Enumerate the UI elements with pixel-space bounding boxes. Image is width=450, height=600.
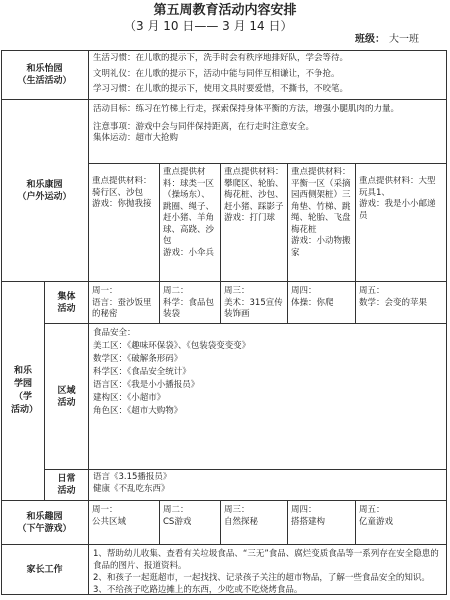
area-role: 角色区：《超市大购物》 (93, 406, 183, 416)
area-science: 科学区：《食品安全统计》 (93, 367, 191, 377)
afternoon-fri: 周五： 亿童游戏 (359, 505, 394, 527)
outdoor-material-4: 重点提供材料：平衡一区（采摘园西侧架桩）三角垫、竹梯、跳绳、轮胎、飞盘梅花桩 游戏：小动物搬家 (291, 167, 351, 258)
outdoor-notice: 注意事项：游戏中会与同伴保持距离，在行走时注意安全。 (93, 121, 315, 132)
class-name: 大一班 (389, 34, 419, 45)
learning-header-text: 和乐学园（学活动） (11, 366, 39, 415)
group-fri: 周五： 数学：会变的苹果 (359, 286, 428, 308)
class-info (355, 34, 419, 46)
group-wed: 周三： 美术：315宣传装饰画 (224, 286, 283, 319)
area-activity-header-text: 区域活动 (57, 385, 76, 408)
group-tue: 周二： 科学：食品包装袋 (163, 286, 215, 319)
life-header: 和乐怡园 （生活活动） (17, 63, 72, 86)
daily-activity-header-text: 日常活动 (57, 474, 76, 496)
area-art: 美工区：《趣味环保袋》、《包装袋变变变》 (93, 341, 251, 351)
area-math: 数学区：《破解条形码》 (93, 354, 183, 364)
daily-health: 健康《不乱吃东西》 (93, 483, 170, 494)
group-thu: 周四： 体操：你爬 (291, 286, 334, 308)
parents-header: 家长工作 (26, 565, 63, 575)
life-habit: 生活习惯：在儿歌的提示下，洗手时会有秩序地排好队，学会等待。 (93, 53, 349, 63)
daily-activity-list (93, 472, 443, 495)
outdoor-material-2: 重点提供材料：球类一区（操场东）、跳圈、绳子、赶小猪、羊角球、高跷、沙包 游戏：小伞兵 (163, 167, 215, 258)
parents-item-2: 2、和孩子一起逛超市，一起找找、记录孩子关注的超市物品，了解一些食品安全的知识。 (93, 573, 430, 583)
group-mon: 周一： 语言：蚕沙饭里的秘密 (92, 286, 152, 319)
schedule-table (1, 50, 447, 595)
outdoor-goal (93, 104, 443, 145)
daily-language: 语言《3.15播报员》 (93, 472, 172, 482)
area-language: 语言区：《我是小小播报员》 (93, 380, 200, 390)
parents-item-1: 1、帮助幼儿收集、查看有关垃圾食品、“三无”食品、腐烂变质食品等一系列存在安全隐患的食品的图片、报道资料。 (93, 549, 439, 571)
outdoor-material-3: 重点提供材料：攀爬区、轮胎、梅花桩、沙包、赶小猪、踩影子 游戏：打门球 (224, 167, 284, 223)
outdoor-header: 和乐康园 （户外运动） (17, 179, 72, 202)
page-title: 第五周教育活动内容安排 (153, 3, 297, 18)
afternoon-wed: 周三： 自然探秘 (224, 505, 259, 527)
life-study: 学习习惯：在儿歌的提示下，使用文具时要爱惜，不撕书，不咬笔。 (93, 84, 349, 94)
afternoon-header: 和乐趣园 （下午游戏） (17, 511, 72, 534)
group-activity-header (45, 282, 88, 323)
area-topic: 食品安全： (93, 328, 136, 338)
date-range: （3 月 10 日—— 3 月 14 日） (124, 19, 293, 33)
parents-list (93, 548, 443, 596)
life-content (93, 53, 443, 96)
outdoor-material-5: 重点提供材料：大型玩具1、 游戏：我是小小邮递员 (359, 176, 436, 221)
area-activity-list (93, 327, 443, 418)
outdoor-group: 集体运动：超市大抢购 (93, 133, 179, 143)
life-etiquette: 文明礼仪：在儿歌的提示下，活动中能与同伴互相谦让，不争抢。 (93, 68, 340, 79)
outdoor-goal-text: 活动目标：练习在竹梯上行走，探索保持身体平衡的方法，增强小腿肌肉的力量。 (93, 104, 400, 114)
outdoor-material-1: 重点提供材料：骑行区、沙包 游戏：你抛我接 (92, 176, 152, 209)
group-activity-header-text: 集体活动 (57, 291, 76, 314)
class-label: 班级： (355, 34, 385, 45)
learning-header (3, 282, 43, 500)
afternoon-mon: 周一： 公共区域 (92, 505, 127, 527)
daily-activity-header (45, 470, 88, 500)
afternoon-thu: 周四： 搭搭建构 (291, 505, 326, 527)
area-activity-header (45, 324, 88, 469)
area-construction: 建构区：《小超市》 (93, 393, 166, 403)
parents-item-3: 3、不给孩子吃路边摊上的东西，少吃或不吃烧烤食品。 (93, 585, 303, 595)
afternoon-tue: 周二： CS游戏 (163, 505, 192, 527)
